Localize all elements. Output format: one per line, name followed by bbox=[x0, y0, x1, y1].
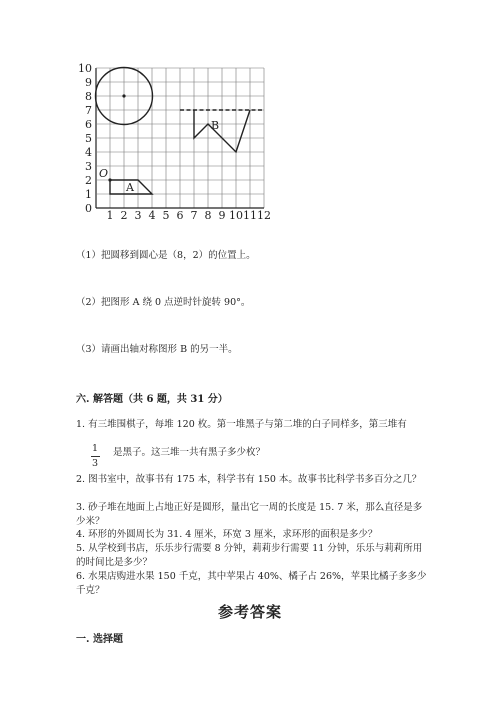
x-tick-label: 10 bbox=[229, 209, 243, 222]
shape-b-label: B bbox=[211, 119, 220, 132]
y-tick-label: 2 bbox=[85, 174, 92, 187]
tick-labels bbox=[78, 62, 271, 222]
instruction-3: （3）请画出轴对称图形 B 的另一半。 bbox=[76, 344, 238, 355]
x-tick-label: 11 bbox=[243, 209, 257, 222]
x-tick-label: 9 bbox=[218, 209, 226, 222]
fraction-denominator: 3 bbox=[91, 458, 99, 469]
y-tick-label: 1 bbox=[85, 188, 92, 201]
instruction-2: （2）把图形 A 绕 0 点逆时针旋转 90°。 bbox=[76, 297, 251, 308]
instruction-1: （1）把圆移到圆心是（8，2）的位置上。 bbox=[76, 250, 256, 261]
x-tick-label: 4 bbox=[148, 209, 156, 222]
grid-lines bbox=[96, 68, 264, 208]
question-1-line1: 1. 有三堆围棋子，每堆 120 枚。第一堆黑子与第二堆的白子同样多，第三堆有 bbox=[76, 419, 407, 430]
fraction-one-third bbox=[90, 443, 100, 470]
fraction-numerator: 1 bbox=[91, 443, 99, 454]
y-tick-label: 7 bbox=[85, 104, 92, 117]
shape-a-label: A bbox=[126, 181, 134, 194]
y-tick-label: 6 bbox=[85, 118, 92, 131]
section-6-title: 六. 解答题（共 6 题，共 31 分） bbox=[76, 394, 228, 405]
answer-section-1: 一. 选择题 bbox=[76, 634, 123, 645]
question-6: 6. 水果店购进水果 150 千克，其中苹果占 40%、橘子占 26%，苹果比橘子多多少千克？ bbox=[76, 571, 427, 596]
y-tick-label: 4 bbox=[85, 146, 92, 159]
x-tick-label: 1 bbox=[106, 209, 114, 222]
question-1-line2: 是黑子。这三堆一共有黑子多少枚？ bbox=[113, 447, 266, 458]
circle-center-dot bbox=[122, 94, 125, 97]
y-tick-label: 3 bbox=[85, 160, 92, 173]
x-tick-label: 7 bbox=[190, 209, 198, 222]
y-tick-label: 9 bbox=[85, 76, 92, 89]
y-tick-label: 10 bbox=[78, 62, 92, 75]
y-tick-label: 5 bbox=[85, 132, 92, 145]
answer-title: 参考答案 bbox=[217, 603, 282, 621]
origin-dot bbox=[108, 178, 111, 181]
x-tick-label: 12 bbox=[257, 209, 271, 222]
question-5: 5. 从学校到书店，乐乐步行需要 8 分钟，莉莉步行需要 11 分钟，乐乐与莉莉所用的时间比是多少？ bbox=[76, 543, 423, 568]
x-tick-label: 6 bbox=[176, 209, 184, 222]
x-tick-label: 3 bbox=[134, 209, 142, 222]
x-tick-label: 2 bbox=[120, 209, 128, 222]
x-tick-label: 8 bbox=[204, 209, 212, 222]
question-3: 3. 砂子堆在地面上占地正好是圆形，量出它一周的长度是 15. 7 米，那么直径是多少米？ bbox=[76, 502, 423, 527]
y-tick-label: 0 bbox=[85, 202, 92, 215]
fraction-bar bbox=[91, 456, 100, 457]
question-2: 2. 图书室中，故事书有 175 本，科学书有 150 本。故事书比科学书多百分之几？ bbox=[76, 474, 422, 485]
x-tick-label: 5 bbox=[162, 209, 170, 222]
question-4: 4. 环形的外圆周长为 31. 4 厘米，环宽 3 厘米，求环形的面积是多少？ bbox=[76, 529, 378, 540]
y-tick-label: 8 bbox=[85, 90, 92, 103]
origin-label: O bbox=[99, 167, 109, 180]
coordinate-grid-figure bbox=[78, 58, 280, 222]
